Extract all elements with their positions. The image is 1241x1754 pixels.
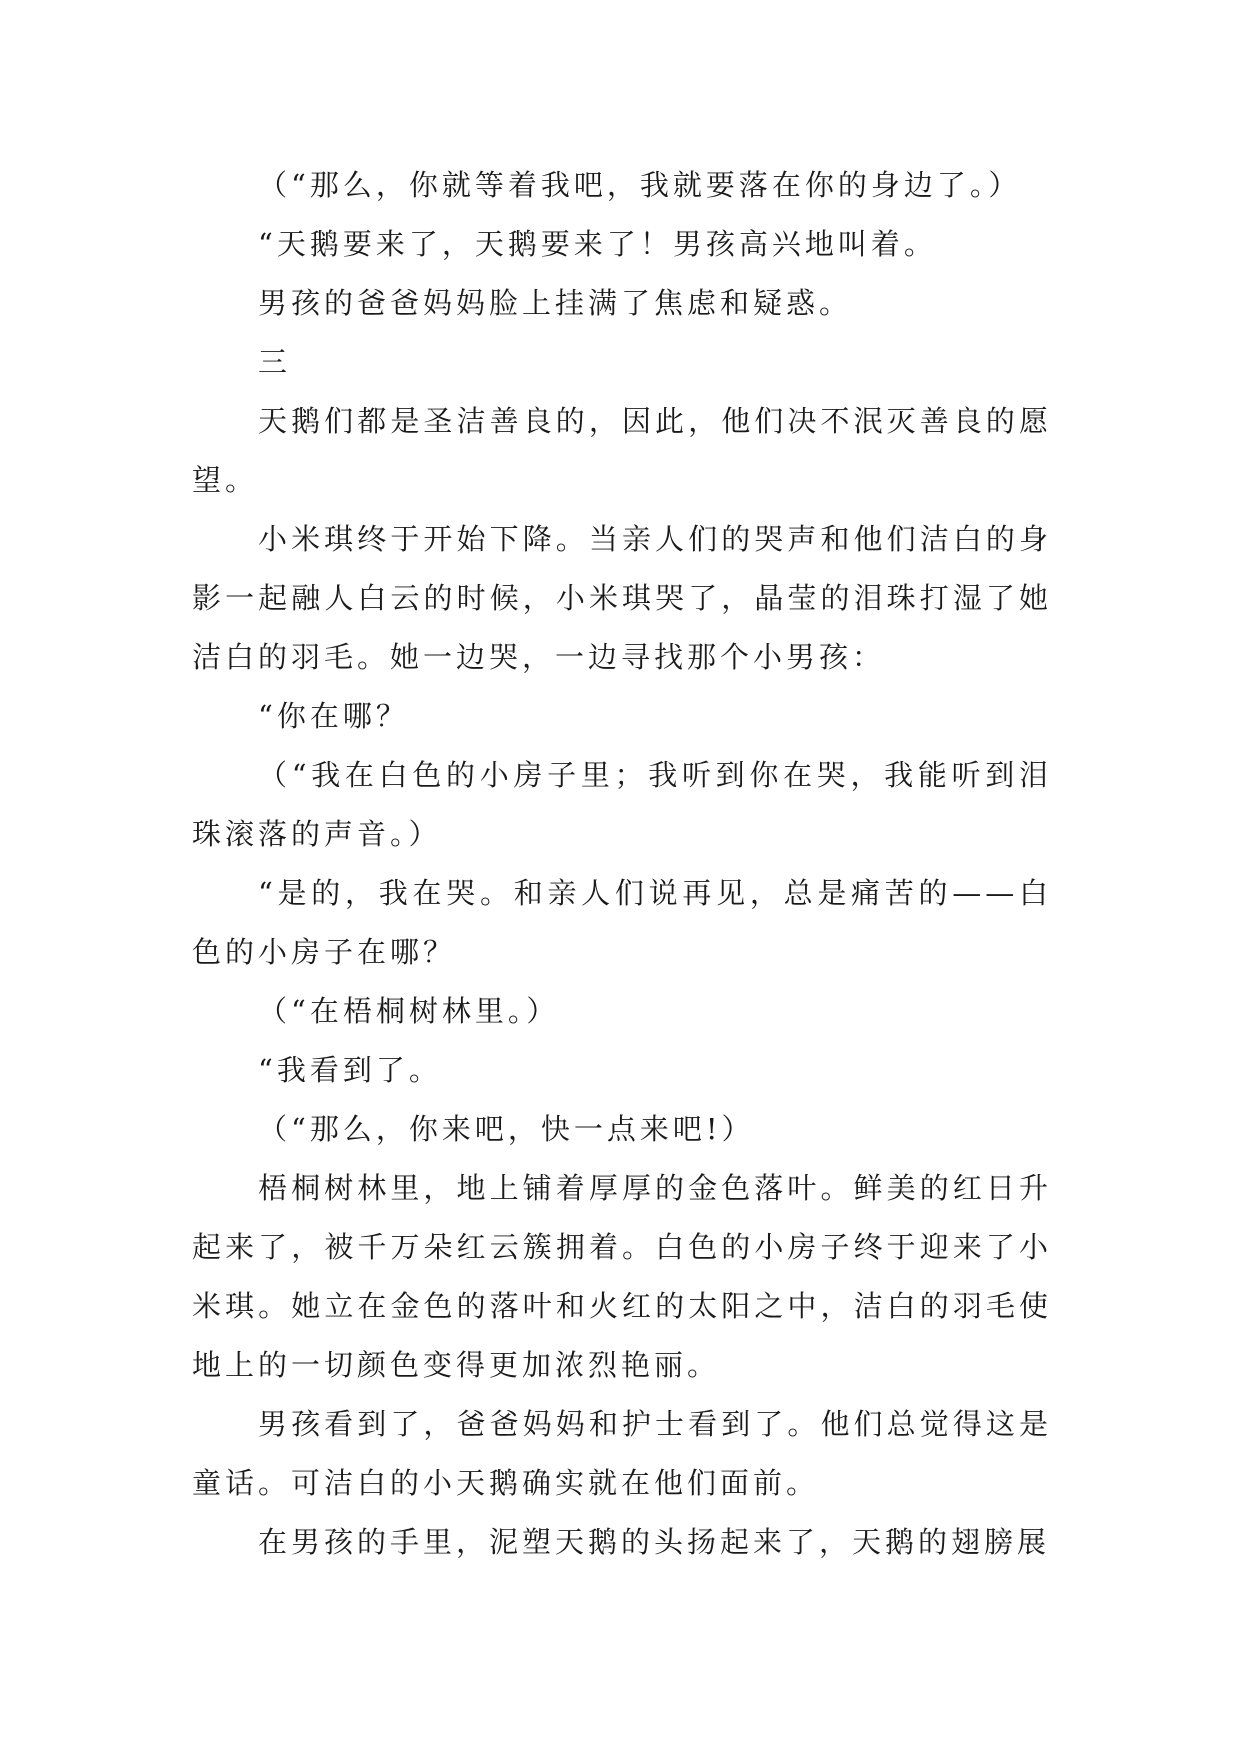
- paragraph: 天鹅们都是圣洁善良的，因此，他们决不泯灭善良的愿望。: [192, 404, 1052, 497]
- paragraph: “天鹅要来了，天鹅要来了！男孩高兴地叫着。: [258, 227, 937, 261]
- paragraph: （“那么，你就等着我吧，我就要落在你的身边了。）: [258, 168, 1022, 202]
- paragraph: 男孩的爸爸妈妈脸上挂满了焦虑和疑惑。: [258, 286, 853, 320]
- paragraph: 男孩看到了，爸爸妈妈和护士看到了。他们总觉得这是童话。可洁白的小天鹅确实就在他们面前。: [192, 1407, 1052, 1500]
- paragraph: “我看到了。: [258, 1053, 442, 1087]
- paragraph: 梧桐树林里，地上铺着厚厚的金色落叶。鲜美的红日升起来了，被千万朵红云簇拥着。白色的小房子终于迎来了小米琪。她立在金色的落叶和火红的太阳之中，洁白的羽毛使地上的一切颜色变得更加浓烈艳丽。: [192, 1171, 1052, 1382]
- story-text: [192, 156, 1052, 1572]
- paragraph: 小米琪终于开始下降。当亲人们的哭声和他们洁白的身影一起融人白云的时候，小米琪哭了，晶莹的泪珠打湿了她洁白的羽毛。她一边哭，一边寻找那个小男孩：: [192, 522, 1052, 674]
- paragraph: （“我在白色的小房子里；我听到你在哭，我能听到泪珠滚落的声音。）: [192, 758, 1052, 851]
- section-number: 三: [258, 345, 292, 379]
- paragraph: “你在哪？: [258, 699, 409, 733]
- paragraph: 在男孩的手里，泥塑天鹅的头扬起来了，天鹅的翅膀展: [258, 1525, 1051, 1559]
- paragraph: （“在梧桐树林里。）: [258, 994, 560, 1028]
- paragraph: “是的，我在哭。和亲人们说再见，总是痛苦的——白色的小房子在哪？: [192, 876, 1052, 969]
- paragraph: （“那么，你来吧，快一点来吧!）: [258, 1112, 755, 1146]
